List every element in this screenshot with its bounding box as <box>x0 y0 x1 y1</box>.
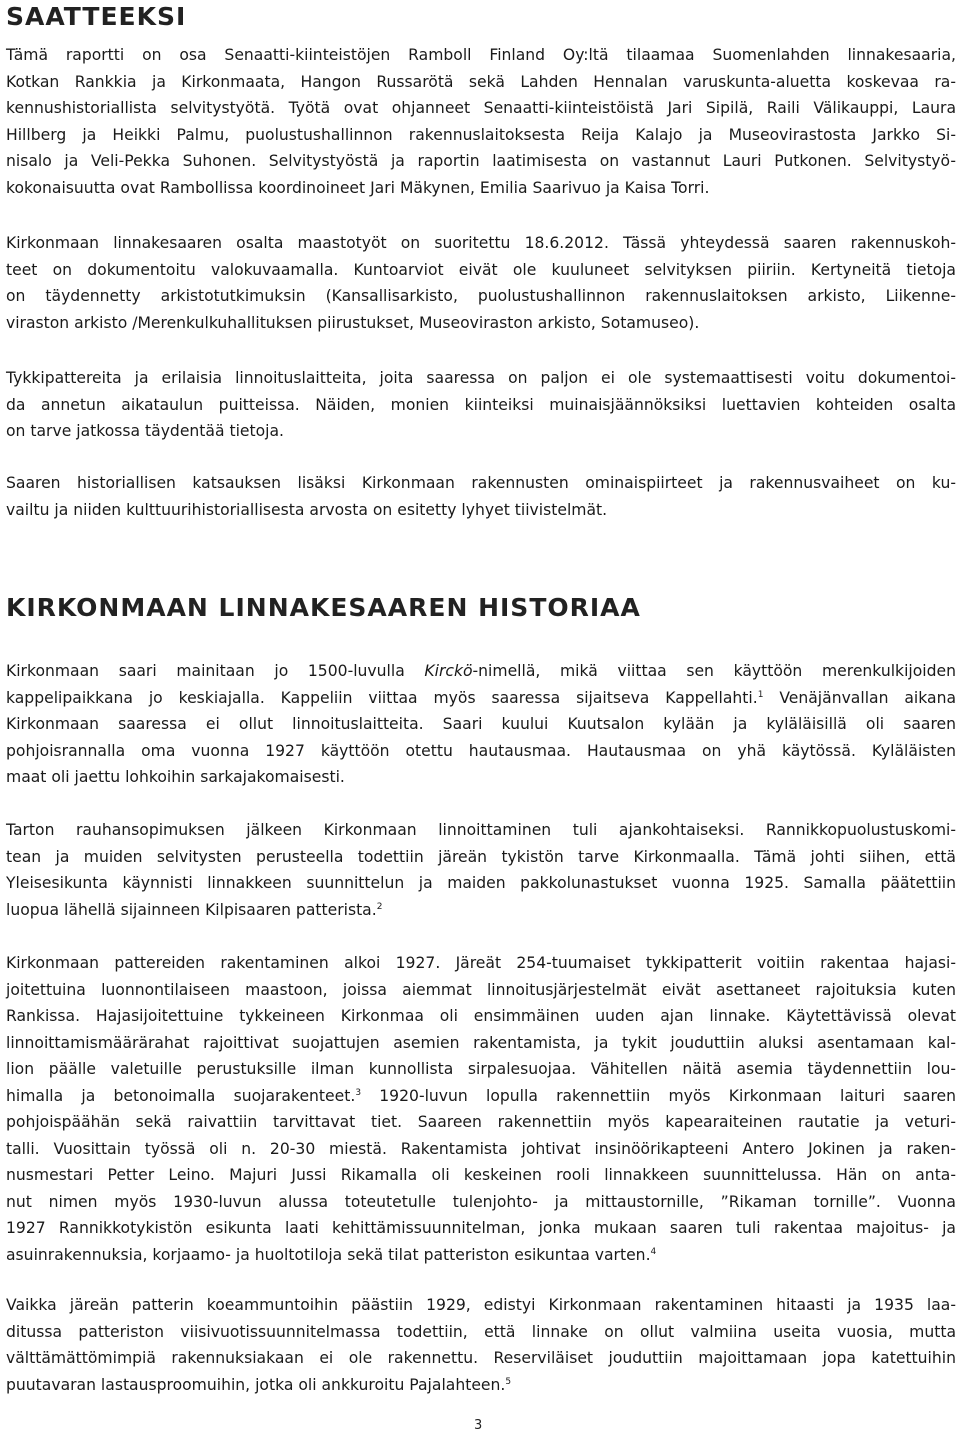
text-line: pohjoispäähän sekä raivattiin tarvittavat tiet. Saareen rakennettiin myös kapearaiteinen rautatie ja veturi- <box>6 1113 956 1131</box>
text-line: Tarton rauhansopimuksen jälkeen Kirkonmaan linnoittaminen tuli ajankohtaiseksi. Rannikkopuolustuskomi- <box>6 821 956 839</box>
text-line: Tämä raportti on osa Senaatti-kiinteistöjen Ramboll Finland Oy:ltä tilaamaa Suomenlahden linnakesaaria, <box>6 46 956 64</box>
text-line: kennushistoriallista selvitystyötä. Työtä ovat ohjanneet Senaatti-kiinteistöistä Jari Sipilä, Raili Välikauppi, Laura <box>6 99 956 117</box>
text-segment: puutavaran lastausproomuihin, jotka oli ankkuroitu Pajalahteen. <box>6 1375 506 1394</box>
text-line: tean ja muiden selvitysten perusteella todettiin järeän tykistön tarve Kirkonmaalla. Tämä johti siihen, että <box>6 847 956 866</box>
text-line: Saaren historiallisen katsauksen lisäksi Kirkonmaan rakennusten ominaispiirteet ja rakennusvaiheet on ku- <box>6 474 956 492</box>
text-line: Vaikka järeän patterin koeammuntoihin päästiin 1929, edistyi Kirkonmaan rakentaminen hitaasti ja 1935 laa- <box>6 1296 956 1314</box>
paragraph-intro <box>6 42 956 201</box>
text-line <box>6 1242 956 1269</box>
footnote-ref: 3 <box>355 1087 362 1098</box>
text-line: Kirkonmaan linnakesaaren osalta maastotyöt on suoritettu 18.6.2012. Tässä yhteydessä saaren rakennuskoh- <box>6 234 956 252</box>
text-line: on tarve jatkossa täydentää tietoja. <box>6 422 285 440</box>
paragraph-reservists <box>6 1292 956 1398</box>
text-segment: 1920-luvun lopulla rakennettiin myös Kirkonmaan laituri saaren <box>361 1086 956 1105</box>
text-line: Rankissa. Hajasijoitettuine tykkeineen Kirkonmaa oli ensimmäinen uuden ajan linnake. Käytettävissä olevat <box>6 1007 956 1025</box>
text-line: linnoittamismäärärahat rajoittivat suojattujen asemien rakentamista, ja tykit jouduttiin aluksi asentamaan kal- <box>6 1033 956 1052</box>
text-line: Yleisesikunta käynnisti linnakkeen suunnittelun ja maiden pakkolunastukset vuonna 1925. Samalla päätettiin <box>6 874 956 892</box>
text-line: Kirkonmaan saaressa ei ollut linnoituslaitteita. Saari kuului Kuutsalon kylään ja kyläläisillä oli saaren <box>6 715 956 733</box>
text-line: joitettuina luonnontilaiseen maastoon, joissa aiemmat linnoitusjärjestelmät eivät asettaneet rajoituksia kuten <box>6 980 956 999</box>
text-line: Kirkonmaan pattereiden rakentaminen alkoi 1927. Järeät 254-tuumaiset tykkipatterit voitiin rakentaa hajasi- <box>6 954 956 972</box>
section-heading-saatteeksi: SAATTEEKSI <box>6 2 187 31</box>
text-segment: himalla ja betonoimalla suojarakenteet. <box>6 1086 356 1105</box>
text-segment: Venäjänvallan aikana <box>763 688 957 707</box>
italic-place-name: Kirckö <box>424 662 473 680</box>
text-segment: asuinrakennuksia, korjaamo- ja huoltotiloja sekä tilat patteriston esikuntaa varten. <box>6 1245 651 1264</box>
text-line: da annetun aikataulun puitteissa. Näiden, monien kiinteiksi muinaisjäännöksiksi luettavien kohteiden osalta <box>6 395 956 414</box>
text-line: kokonaisuutta ovat Rambollissa koordinoineet Jari Mäkynen, Emilia Saarivuo ja Kaisa Torri. <box>6 178 710 197</box>
text-segment: luopua lähellä sijainneen Kilpisaaren patterista. <box>6 900 377 919</box>
paragraph-batteries <box>6 365 956 445</box>
text-line: vailtu ja niiden kulttuurihistoriallisesta arvosta on esitetty lyhyet tiivistelmät. <box>6 500 608 519</box>
text-line <box>6 658 956 685</box>
text-line: teet on dokumentoitu valokuvaamalla. Kuntoarviot eivät ole kuuluneet selvityksen piiriin. Kertyneitä tietoja <box>6 260 956 279</box>
text-line: maat oli jaettu lohkoihin sarkajakomaisesti. <box>6 768 345 786</box>
text-line: 1927 Rannikkotykistön esikunta laati kehittämissuunnitelman, jonka mukaan saaren tuli rakentaa majoitus- ja <box>6 1219 956 1237</box>
text-line: nisalo ja Veli-Pekka Suhonen. Selvitystyöstä ja raportin laatimisesta on vastannut Lauri Putkonen. Selvitystyö- <box>6 152 956 170</box>
text-line: Kotkan Rankkia ja Kirkonmaata, Hangon Russarötä sekä Lahden Hennalan varuskunta-aluetta koskevaa ra- <box>6 72 956 91</box>
text-line <box>6 897 956 924</box>
paragraph-history-intro <box>6 658 956 791</box>
text-line: pohjoisrannalla oma vuonna 1927 käyttöön otettu hautausmaa. Hautausmaa on yhä käytössä. Kyläläisten <box>6 741 956 760</box>
section-heading-historia: KIRKONMAAN LINNAKESAAREN HISTORIAA <box>6 593 641 622</box>
text-line: on täydennetty arkistotutkimuksin (Kansallisarkisto, puolustushallinnon rakennuslaitoksen arkisto, Liikenne- <box>6 287 956 305</box>
footnote-ref: 1 <box>757 689 764 700</box>
text-segment: kappelipaikkana jo keskiajalla. Kappeliin viittaa myös saaressa sijaitseva Kappellahti. <box>6 688 758 707</box>
text-line: viraston arkisto /Merenkulkuhallituksen piirustukset, Museoviraston arkisto, Sotamuseo). <box>6 313 700 332</box>
paragraph-fieldwork <box>6 230 956 336</box>
page-number: 3 <box>474 1418 483 1433</box>
text-line: lion päälle valetuille perustuksille ilman kunnollista sirpalesuojaa. Vähitellen näitä asemia täydennettiin lou- <box>6 1060 956 1078</box>
paragraph-construction <box>6 950 956 1268</box>
text-line <box>6 685 956 712</box>
paragraph-tartu <box>6 817 956 923</box>
text-segment: -nimellä, mikä viittaa sen käyttöön merenkulkijoiden <box>472 662 957 680</box>
footnote-ref: 4 <box>650 1246 657 1257</box>
text-line: ditussa patteriston viisivuotissuunnitelmassa todettiin, että linnake on ollut valmiina useita vuosia, mutta <box>6 1322 956 1341</box>
text-line: talli. Vuosittain työssä oli n. 20-30 miestä. Rakentamista johtivat insinöörikapteeni Antero Jokinen ja raken- <box>6 1139 956 1158</box>
text-segment: Kirkonmaan saari mainitaan jo 1500-luvulla <box>6 662 425 680</box>
text-line: välttämättömimpiä rakennuksiakaan ei ole rakennettu. Reserviläiset jouduttiin majoittamaan jopa katettuihin <box>6 1349 956 1367</box>
paragraph-summary <box>6 470 956 523</box>
text-line: Hillberg ja Heikki Palmu, puolustushallinnon rakennuslaitoksesta Reija Kalajo ja Museovirastosta Jarkko Si- <box>6 125 956 144</box>
text-line: Tykkipattereita ja erilaisia linnoituslaitteita, joita saaressa on paljon ei ole systemaattisesti voitu dokumentoi- <box>6 369 956 387</box>
text-line: nut nimen myös 1930-luvun alussa toteutetulle tulenjohto- ja mittaustornille, ”Rikaman tornille”. Vuonna <box>6 1192 956 1211</box>
text-line <box>6 1372 956 1399</box>
text-line <box>6 1083 956 1110</box>
footnote-ref: 5 <box>505 1376 512 1387</box>
footnote-ref: 2 <box>376 901 383 912</box>
text-line: nusmestari Petter Leino. Majuri Jussi Rikamalla oli keskeinen rooli linnakkeen suunnittelussa. Hän on anta- <box>6 1166 956 1184</box>
